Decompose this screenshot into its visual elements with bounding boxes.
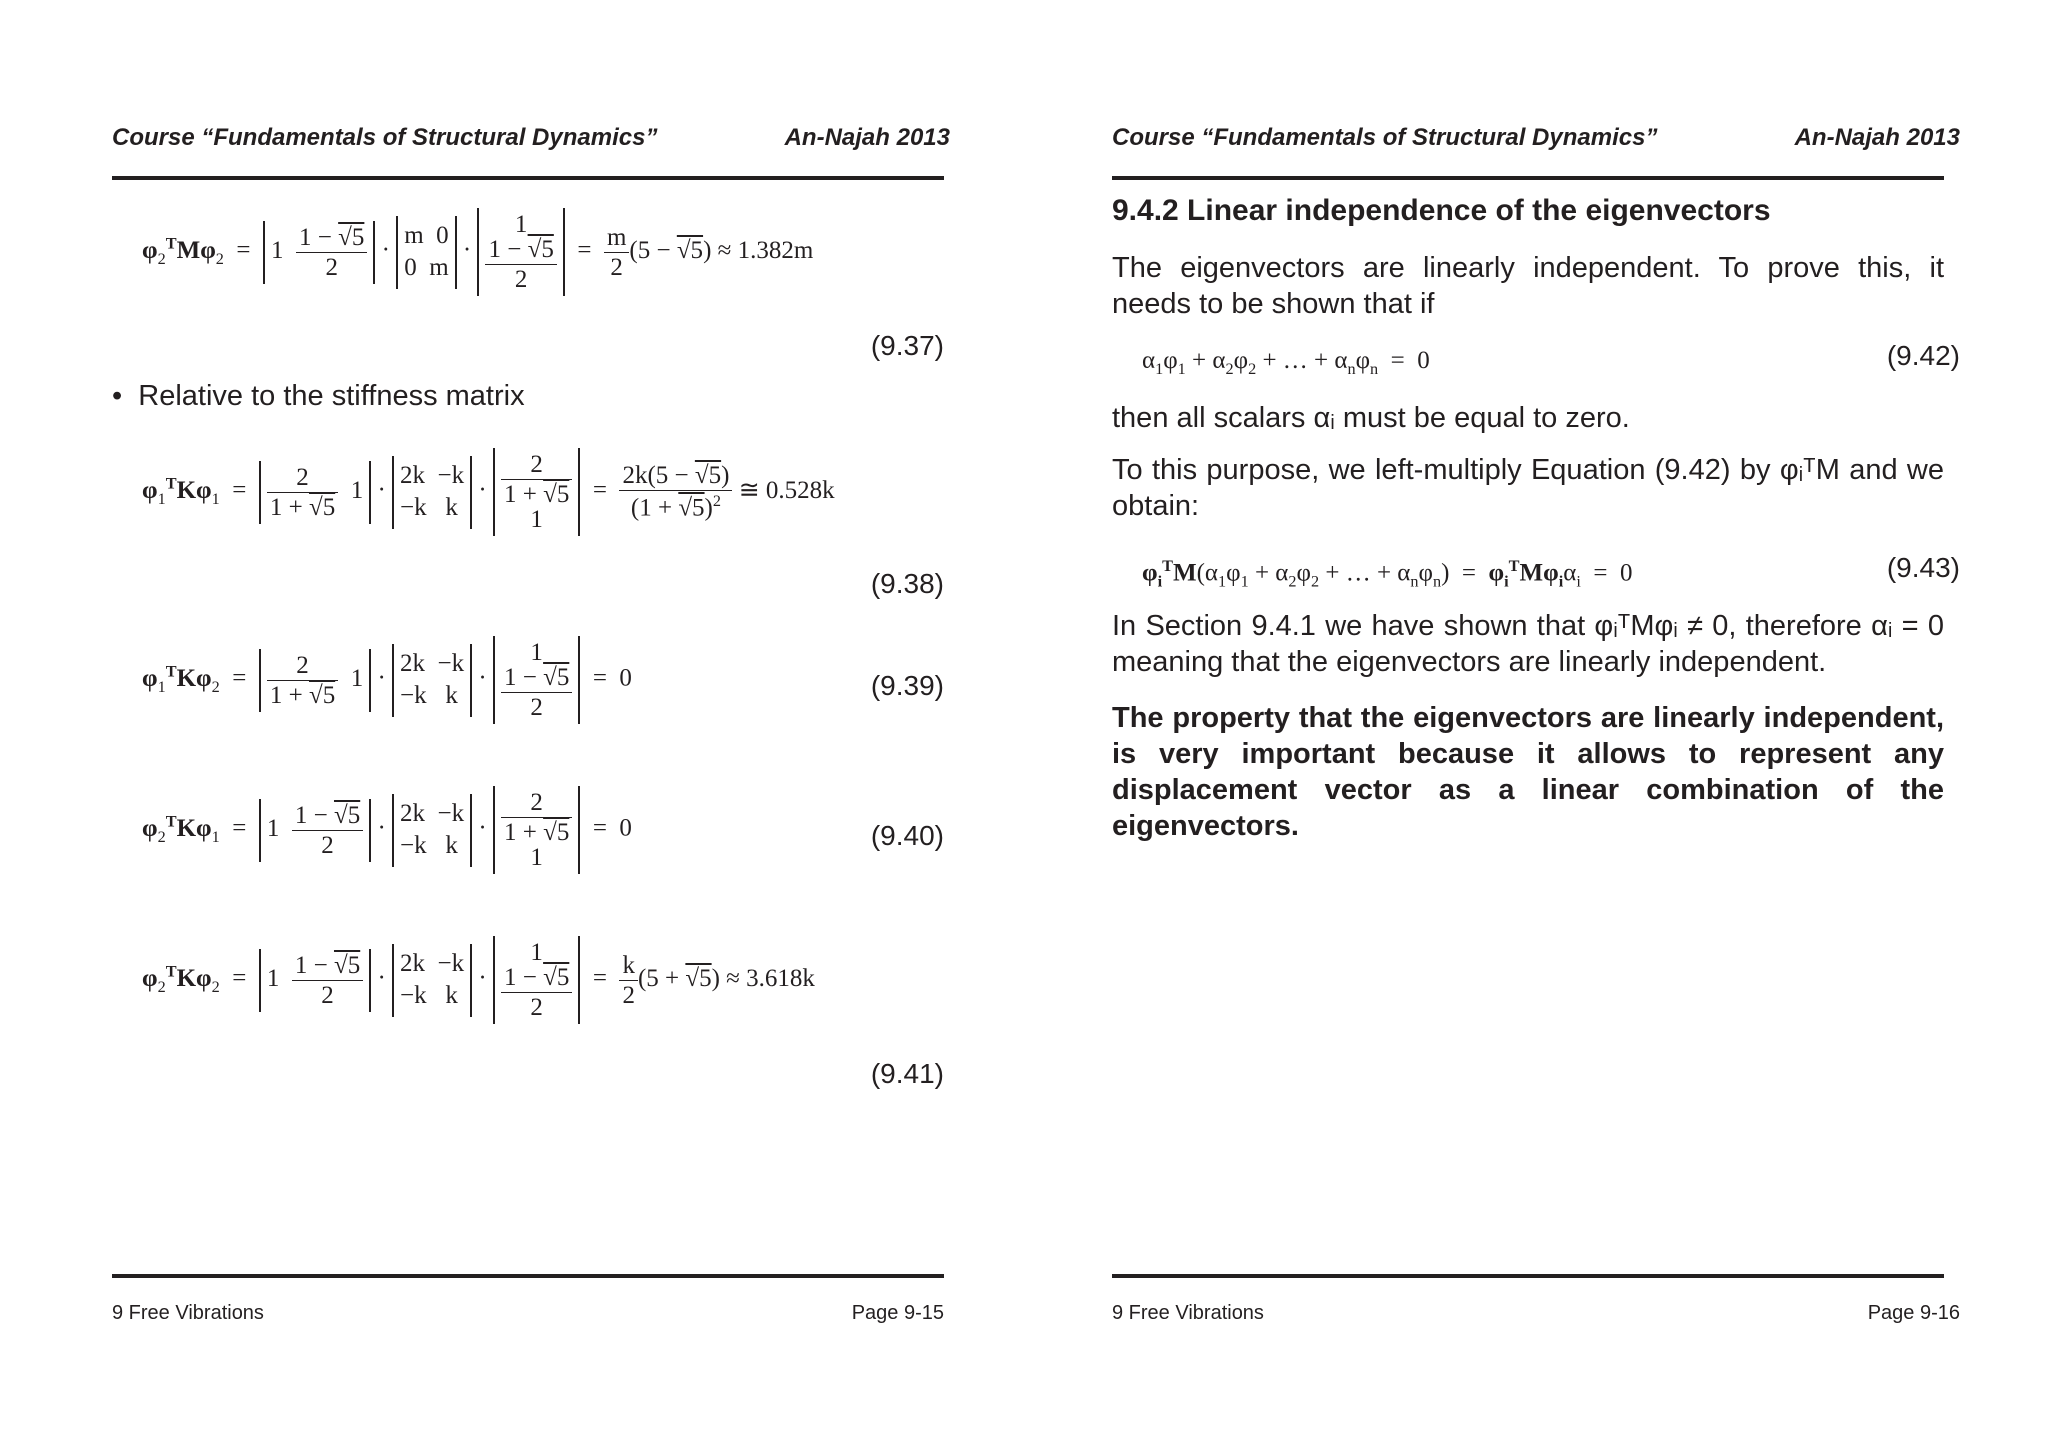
paragraph: The eigenvectors are linearly independent. To prove this, it needs to be shown that if [1112,252,1944,320]
equation-9-41: $\varphi_2^TK\varphi_2 = 1$ $\frac{1 - √5}{2}$ · 2k −k −k k · 1 $\frac{1 - √5}{2}$ = $\frac{k}{2}$ (5 + √5) ≈ 3.618k [142,936,815,1024]
bullet-text: Relative to the stiffness matrix [138,380,525,412]
row-vector: 1 $\frac{1 - √5}{2}$ [263,221,375,284]
bold-paragraph: The property that the eigenvectors are linearly independent, is very important because it allows to represent any displacement vector as a linear combination of the eigenvectors. [1112,702,1944,842]
footer-page-number: Page 9-15 [851,1302,944,1324]
footer-rule [1112,1274,1944,1278]
equation-number: (9.38) [870,568,944,599]
equation-number: (9.39) [870,670,944,701]
footer-chapter: 9 Free Vibrations [1112,1302,1264,1324]
header-institution: An-Najah 2013 [784,124,950,151]
header-rule [1112,176,1944,180]
equation-9-37: $\varphi_2^TM\varphi_2 = 1$ $\frac{1 - √5}{2}$ · m 0 0 m · 1 $\frac{1 - √5}{2}$ = $\frac{m}{2}$ (5 − √5) ≈ 1.382m [142,208,813,296]
equation-9-39: $\varphi_1^TK\varphi_2$ = $\frac{2}{1 + √5}$ 1 · 2k −k −k k · 1 $\frac{1 - √5}{2}$ = 0 [142,636,632,724]
equation-9-40: $\varphi_2^TK\varphi_1 = 1$ $\frac{1 - √5}{2}$ · 2k −k −k k · $\frac{2}{1 + √5}$ 1 = 0 [142,786,632,874]
equation-number: (9.43) [1886,552,1960,583]
equation-number: (9.42) [1886,340,1960,371]
equation-9-38: $\varphi_1^TK\varphi_1$ = $\frac{2}{1 + √5}$ 1 · 2k −k −k k · $\frac{2}{1 + √5}$ 1 = $\frac{2k(5 - √5)}{(1 + √5)^2}$ ≅ 0.528k [142,448,835,536]
paragraph: In Section 9.4.1 we have shown that φᵢᵀMφᵢ ≠ 0, therefore αᵢ = 0 meaning that the eigenvectors are linearly independent. [1112,610,1944,678]
equation-9-42: $\alpha_1\varphi_1 + \alpha_2\varphi_2$ + … + $\alpha_n\varphi_n = 0$ [1142,347,1430,378]
equation-9-43: $\varphi_i^TM(\alpha_1\varphi_1 + \alpha_2\varphi_2$ + … + $\alpha_n\varphi_n) = \varphi_i^TM\varphi_i\alpha_i = 0$ [1142,557,1633,591]
equation-number: (9.37) [870,330,944,361]
section-title: 9.4.2 Linear independence of the eigenvectors [1112,194,1771,227]
mass-matrix: m 0 0 m [396,216,456,289]
footer-chapter: 9 Free Vibrations [112,1302,264,1324]
footer-rule [112,1274,944,1278]
equation-number: (9.40) [870,820,944,851]
equation-number: (9.41) [870,1058,944,1089]
footer-page-number: Page 9-16 [1867,1302,1960,1324]
header-rule [112,176,944,180]
paragraph: To this purpose, we left-multiply Equation (9.42) by φᵢᵀM and we obtain: [1112,454,1944,522]
right-page [1024,0,2048,1448]
header-course-title: Course “Fundamentals of Structural Dynamics” [1112,124,1658,151]
column-vector: 1 $\frac{1 - √5}{2}$ [477,208,564,296]
header-institution: An-Najah 2013 [1794,124,1960,151]
eq-result: $\frac{m}{2}$ (5 − √5) ≈ 1.382m [604,237,813,264]
paragraph: then all scalars αᵢ must be equal to zero. [1112,402,1630,434]
bullet-item: • Relative to the stiffness matrix [112,380,525,412]
header-course-title: Course “Fundamentals of Structural Dynamics” [112,124,658,151]
eq-lhs: $\varphi_2^TM\varphi_2$ [142,234,224,268]
